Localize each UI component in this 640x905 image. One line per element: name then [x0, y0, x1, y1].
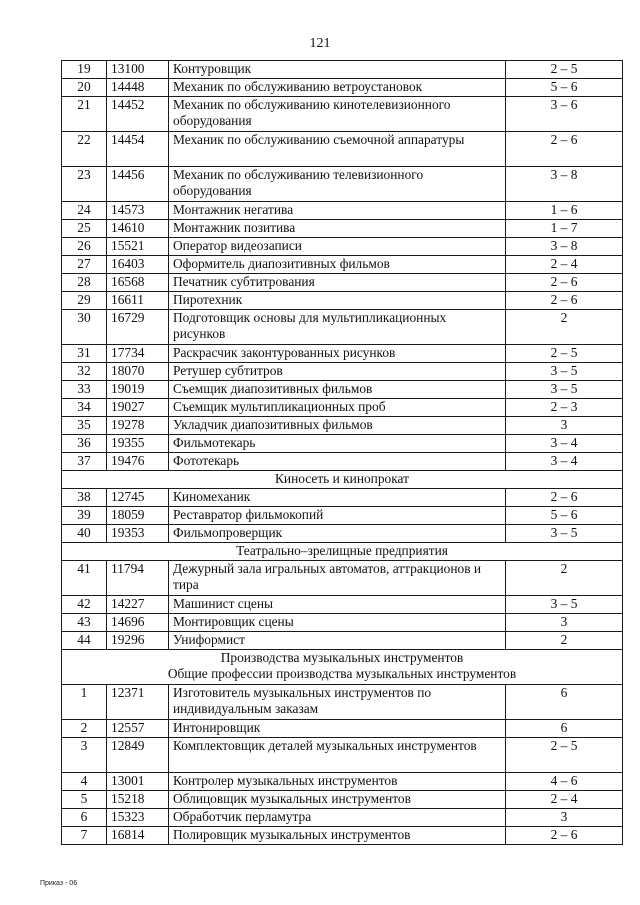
profession-code: 19278 — [107, 417, 169, 435]
table-row — [62, 791, 623, 809]
table-row — [62, 596, 623, 614]
table-row — [62, 489, 623, 507]
page-number: 121 — [309, 36, 331, 51]
row-number: 28 — [62, 274, 107, 292]
row-number: 33 — [62, 381, 107, 399]
row-number: 29 — [62, 292, 107, 310]
table-row — [62, 632, 623, 650]
grade-range: 2 – 6 — [506, 292, 623, 310]
grade-range: 1 – 7 — [506, 220, 623, 238]
profession-name: Облицовщик музыкальных инструментов — [169, 791, 506, 809]
grade-range: 3 — [506, 417, 623, 435]
table-row — [62, 132, 623, 167]
table-row — [62, 399, 623, 417]
profession-name: Изготовитель музыкальных инструментов по индивидуальным заказам — [169, 685, 506, 720]
grade-range: 3 — [506, 614, 623, 632]
footer-note: Приказ - 06 — [40, 880, 78, 887]
section-title: Производства музыкальных инструментов — [220, 650, 464, 665]
grade-range: 2 – 6 — [506, 827, 623, 845]
row-number: 23 — [62, 167, 107, 202]
grade-range: 6 — [506, 720, 623, 738]
grade-range: 2 – 5 — [506, 61, 623, 79]
grade-range: 2 — [506, 561, 623, 596]
profession-code: 19353 — [107, 525, 169, 543]
grade-range: 3 – 5 — [506, 525, 623, 543]
profession-code: 14573 — [107, 202, 169, 220]
profession-code: 15323 — [107, 809, 169, 827]
profession-name: Подготовщик основы для мультипликационных рисунков — [169, 310, 506, 345]
profession-code: 18070 — [107, 363, 169, 381]
row-number: 7 — [62, 827, 107, 845]
profession-name: Дежурный зала игральных автоматов, аттракционов и тира — [169, 561, 506, 596]
profession-code: 18059 — [107, 507, 169, 525]
row-number: 38 — [62, 489, 107, 507]
profession-name: Оформитель диапозитивных фильмов — [169, 256, 506, 274]
profession-code: 12557 — [107, 720, 169, 738]
row-number: 36 — [62, 435, 107, 453]
row-number: 43 — [62, 614, 107, 632]
table-row — [62, 256, 623, 274]
table-row — [62, 525, 623, 543]
profession-name: Реставратор фильмокопий — [169, 507, 506, 525]
profession-code: 19476 — [107, 453, 169, 471]
table-row — [62, 453, 623, 471]
profession-code: 17734 — [107, 345, 169, 363]
section-subtitle: Общие профессии производства музыкальных инструментов — [167, 666, 517, 682]
table-row — [62, 435, 623, 453]
profession-code: 16611 — [107, 292, 169, 310]
profession-code: 12849 — [107, 738, 169, 773]
table-row — [62, 202, 623, 220]
section-title: Театрально–зрелищные предприятия — [62, 543, 623, 561]
grade-range: 2 — [506, 632, 623, 650]
profession-name: Пиротехник — [169, 292, 506, 310]
section-row — [62, 650, 623, 685]
profession-name: Монтировщик сцены — [169, 614, 506, 632]
row-number: 6 — [62, 809, 107, 827]
table-row — [62, 507, 623, 525]
grade-range: 2 – 5 — [506, 738, 623, 773]
grade-range: 6 — [506, 685, 623, 720]
grade-range: 3 – 5 — [506, 381, 623, 399]
grade-range: 3 – 4 — [506, 435, 623, 453]
profession-name: Фильмопроверщик — [169, 525, 506, 543]
row-number: 1 — [62, 685, 107, 720]
row-number: 35 — [62, 417, 107, 435]
profession-code: 14227 — [107, 596, 169, 614]
table-row — [62, 345, 623, 363]
profession-name: Укладчик диапозитивных фильмов — [169, 417, 506, 435]
section-row — [62, 471, 623, 489]
grade-range: 2 – 6 — [506, 132, 623, 167]
grade-range: 4 – 6 — [506, 773, 623, 791]
profession-name: Униформист — [169, 632, 506, 650]
table-row — [62, 720, 623, 738]
row-number: 44 — [62, 632, 107, 650]
grade-range: 2 – 3 — [506, 399, 623, 417]
profession-name: Съемщик мультипликационных проб — [169, 399, 506, 417]
profession-name: Съемщик диапозитивных фильмов — [169, 381, 506, 399]
table-row — [62, 167, 623, 202]
row-number: 27 — [62, 256, 107, 274]
profession-code: 16814 — [107, 827, 169, 845]
table-row — [62, 685, 623, 720]
grade-range: 3 – 4 — [506, 453, 623, 471]
profession-code: 19355 — [107, 435, 169, 453]
grade-range: 3 – 8 — [506, 238, 623, 256]
grade-range: 2 – 4 — [506, 256, 623, 274]
profession-name: Контролер музыкальных инструментов — [169, 773, 506, 791]
row-number: 34 — [62, 399, 107, 417]
grade-range: 1 – 6 — [506, 202, 623, 220]
row-number: 22 — [62, 132, 107, 167]
profession-code: 14452 — [107, 97, 169, 132]
profession-code: 16403 — [107, 256, 169, 274]
grade-range: 3 – 5 — [506, 363, 623, 381]
grade-range: 3 — [506, 809, 623, 827]
table-row — [62, 417, 623, 435]
profession-code: 19027 — [107, 399, 169, 417]
row-number: 5 — [62, 791, 107, 809]
row-number: 4 — [62, 773, 107, 791]
table-row — [62, 310, 623, 345]
section-header — [62, 650, 623, 685]
profession-code: 12371 — [107, 685, 169, 720]
profession-code: 19019 — [107, 381, 169, 399]
row-number: 2 — [62, 720, 107, 738]
profession-name: Комплектовщик деталей музыкальных инструментов — [169, 738, 506, 773]
grade-range: 2 – 5 — [506, 345, 623, 363]
profession-code: 14696 — [107, 614, 169, 632]
profession-name: Механик по обслуживанию ветроустановок — [169, 79, 506, 97]
profession-name: Полировщик музыкальных инструментов — [169, 827, 506, 845]
profession-name: Механик по обслуживанию телевизионного оборудования — [169, 167, 506, 202]
profession-code: 16729 — [107, 310, 169, 345]
profession-code: 16568 — [107, 274, 169, 292]
table-row — [62, 220, 623, 238]
grade-range: 3 – 6 — [506, 97, 623, 132]
grade-range: 5 – 6 — [506, 507, 623, 525]
profession-name: Механик по обслуживанию кинотелевизионного оборудования — [169, 97, 506, 132]
row-number: 41 — [62, 561, 107, 596]
profession-name: Обработчик перламутра — [169, 809, 506, 827]
table-row — [62, 363, 623, 381]
profession-name: Интонировщик — [169, 720, 506, 738]
profession-name: Киномеханик — [169, 489, 506, 507]
section-title: Киносеть и кинопрокат — [62, 471, 623, 489]
row-number: 26 — [62, 238, 107, 256]
table-row — [62, 561, 623, 596]
row-number: 3 — [62, 738, 107, 773]
profession-code: 15218 — [107, 791, 169, 809]
grade-range: 5 – 6 — [506, 79, 623, 97]
table-row — [62, 292, 623, 310]
row-number: 20 — [62, 79, 107, 97]
table-row — [62, 614, 623, 632]
grade-range: 2 – 4 — [506, 791, 623, 809]
profession-name: Машинист сцены — [169, 596, 506, 614]
row-number: 30 — [62, 310, 107, 345]
profession-code: 13100 — [107, 61, 169, 79]
profession-name: Фототекарь — [169, 453, 506, 471]
table-row — [62, 79, 623, 97]
table-row — [62, 827, 623, 845]
profession-code: 13001 — [107, 773, 169, 791]
profession-name: Монтажник позитива — [169, 220, 506, 238]
profession-name: Контуровщик — [169, 61, 506, 79]
professions-table — [61, 60, 623, 845]
row-number: 39 — [62, 507, 107, 525]
row-number: 25 — [62, 220, 107, 238]
grade-range: 3 – 8 — [506, 167, 623, 202]
row-number: 37 — [62, 453, 107, 471]
table-row — [62, 809, 623, 827]
profession-code: 14456 — [107, 167, 169, 202]
profession-name: Механик по обслуживанию съемочной аппаратуры — [169, 132, 506, 167]
table-body — [62, 61, 623, 845]
table-row — [62, 381, 623, 399]
row-number: 21 — [62, 97, 107, 132]
grade-range: 2 – 6 — [506, 274, 623, 292]
profession-code: 14454 — [107, 132, 169, 167]
row-number: 42 — [62, 596, 107, 614]
row-number: 32 — [62, 363, 107, 381]
row-number: 24 — [62, 202, 107, 220]
grade-range: 2 – 6 — [506, 489, 623, 507]
profession-code: 14448 — [107, 79, 169, 97]
row-number: 19 — [62, 61, 107, 79]
profession-name: Монтажник негатива — [169, 202, 506, 220]
row-number: 40 — [62, 525, 107, 543]
profession-code: 14610 — [107, 220, 169, 238]
row-number: 31 — [62, 345, 107, 363]
table-row — [62, 738, 623, 773]
table-row — [62, 97, 623, 132]
profession-name: Ретушер субтитров — [169, 363, 506, 381]
table-row — [62, 274, 623, 292]
grade-range: 2 — [506, 310, 623, 345]
table-row — [62, 61, 623, 79]
profession-code: 19296 — [107, 632, 169, 650]
table-row — [62, 773, 623, 791]
profession-code: 12745 — [107, 489, 169, 507]
profession-name: Оператор видеозаписи — [169, 238, 506, 256]
profession-code: 15521 — [107, 238, 169, 256]
grade-range: 3 – 5 — [506, 596, 623, 614]
profession-name: Раскрасчик законтурованных рисунков — [169, 345, 506, 363]
profession-name: Печатник субтитрования — [169, 274, 506, 292]
profession-name: Фильмотекарь — [169, 435, 506, 453]
section-row — [62, 543, 623, 561]
table-row — [62, 238, 623, 256]
profession-code: 11794 — [107, 561, 169, 596]
